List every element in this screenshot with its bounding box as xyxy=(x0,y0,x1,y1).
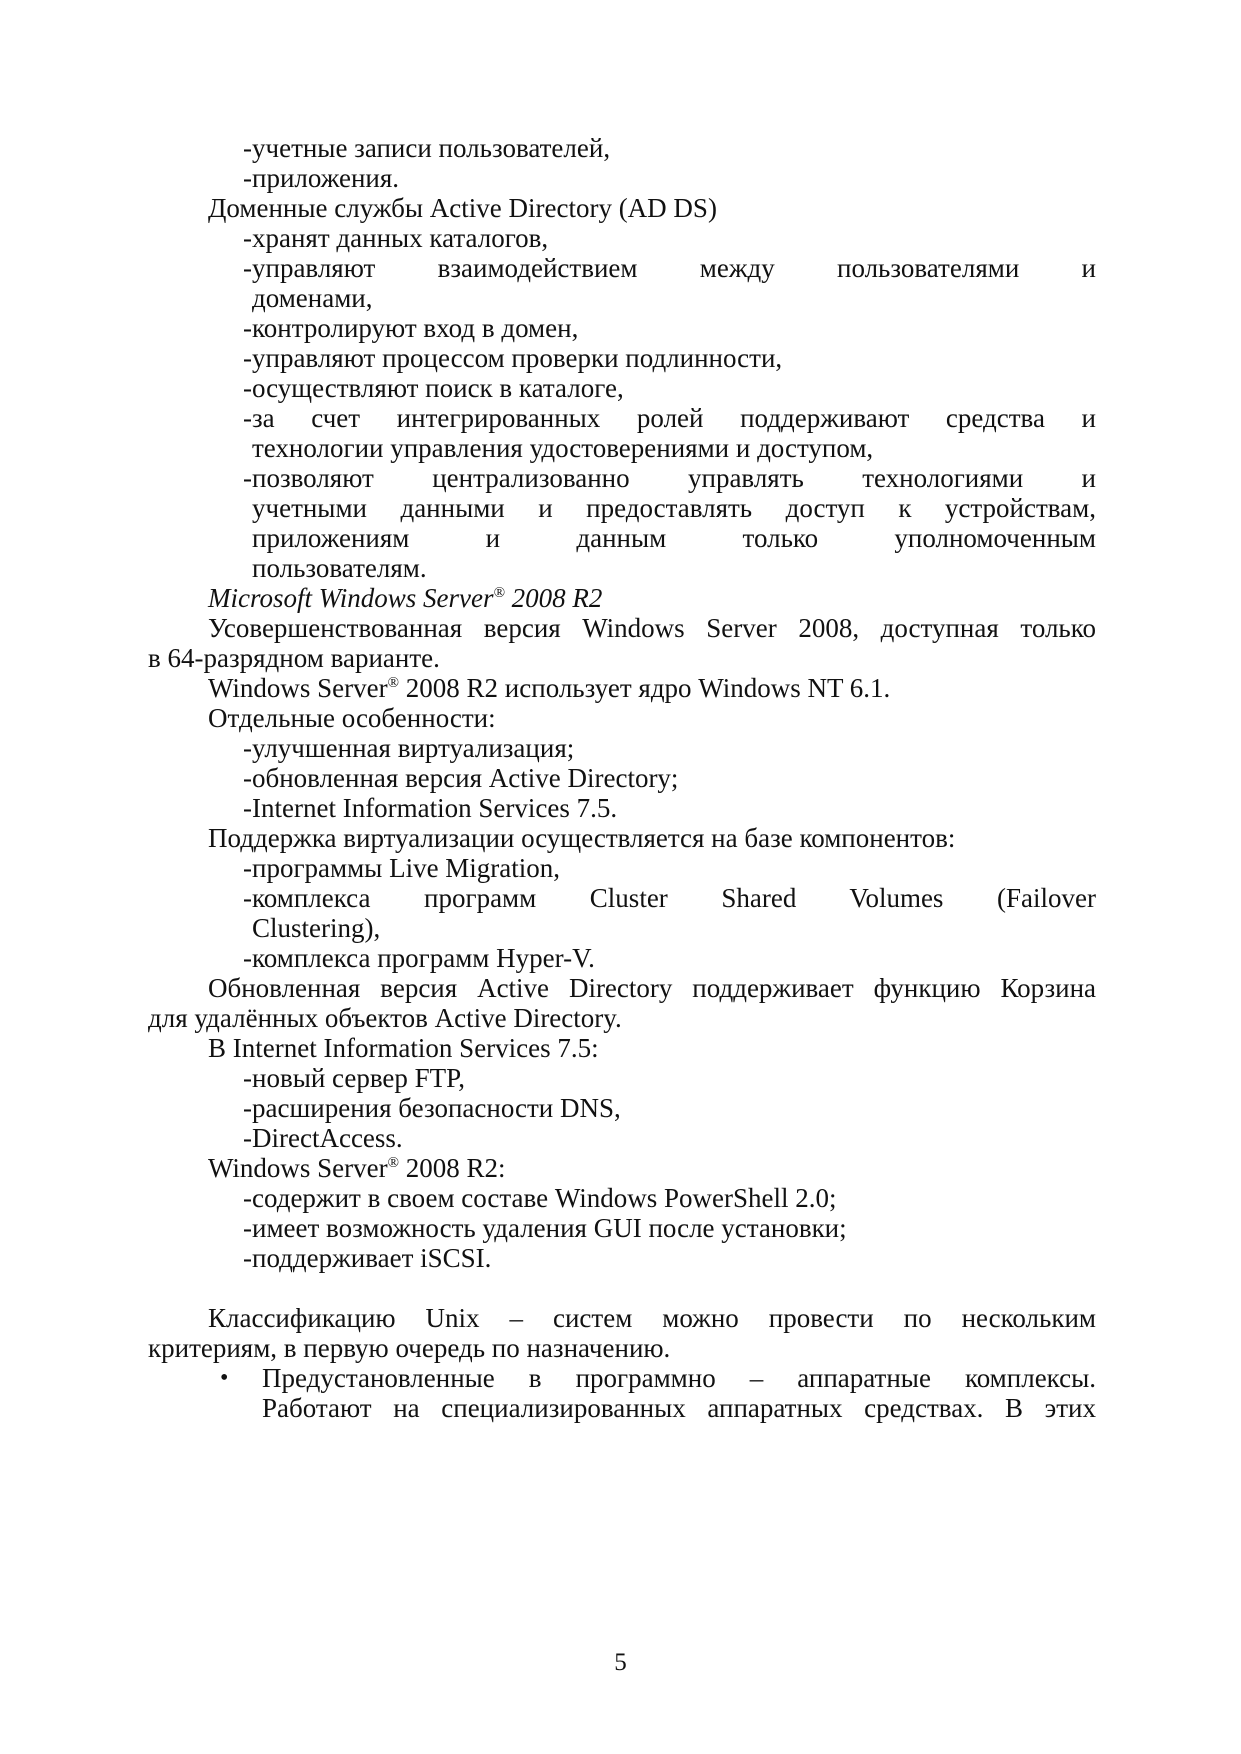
misc-heading xyxy=(208,1152,1096,1185)
list-item: поддерживает iSCSI. xyxy=(252,1243,492,1273)
list-item: улучшенная виртуализация; xyxy=(252,733,575,763)
paragraph-line: критериям, в первую очередь по назначению. xyxy=(148,1333,671,1363)
list-item: имеет возможность удаления GUI после установки; xyxy=(252,1213,847,1243)
list-marker: - xyxy=(243,853,252,883)
list-marker: - xyxy=(243,943,252,973)
list-item: контролируют вход в домен, xyxy=(252,313,579,343)
list-item: комплекса программ Hyper-V. xyxy=(252,943,595,973)
list-item: программы Live Migration, xyxy=(252,853,561,883)
list-marker: - xyxy=(243,763,252,793)
list-item: осуществляют поиск в каталоге, xyxy=(252,373,624,403)
misc-heading-name: Windows Server xyxy=(208,1153,388,1183)
list-marker: - xyxy=(243,463,252,493)
bullet-item-continuation: Работают на специализированных аппаратных средствах. В этих xyxy=(262,1393,1096,1423)
list-marker: - xyxy=(243,1093,252,1123)
list-marker: - xyxy=(243,883,252,913)
bullet-item: Предустановленные в программно – аппаратные комплексы. xyxy=(262,1363,1096,1393)
paragraph-line: Классификацию Unix – систем можно провести по нескольким xyxy=(208,1303,1096,1333)
adds-heading: Доменные службы Active Directory (AD DS) xyxy=(208,193,717,223)
paragraph-line: Усовершенствованная версия Windows Server 2008, доступная только xyxy=(208,613,1096,643)
list-item: DirectAccess. xyxy=(252,1123,403,1153)
list-marker: - xyxy=(243,373,252,403)
kernel-line-text: 2008 R2 использует ядро Windows NT 6.1. xyxy=(399,673,891,703)
list-item: приложения. xyxy=(252,163,400,193)
list-marker: - xyxy=(243,1183,252,1213)
registered-mark: ® xyxy=(387,1155,400,1171)
registered-mark: ® xyxy=(493,585,505,601)
list-marker: - xyxy=(243,403,252,433)
bullet-marker: • xyxy=(220,1365,229,1391)
paragraph-line: для удалённых объектов Active Directory. xyxy=(148,1003,622,1033)
list-item: комплекса программ Cluster Shared Volumes (Failover xyxy=(252,883,1096,913)
list-marker: - xyxy=(243,223,252,253)
list-item: управляют процессом проверки подлинности, xyxy=(252,343,783,373)
list-item: хранят данных каталогов, xyxy=(252,223,549,253)
list-marker: - xyxy=(243,1213,252,1243)
iis-heading: В Internet Information Services 7.5: xyxy=(208,1033,599,1063)
kernel-line xyxy=(208,672,1096,705)
list-item: за счет интегрированных ролей поддерживают средства и xyxy=(252,403,1096,433)
list-item: расширения безопасности DNS, xyxy=(252,1093,621,1123)
virtualization-heading: Поддержка виртуализации осуществляется на базе компонентов: xyxy=(208,823,956,853)
list-item-continuation: приложениям и данным только уполномоченным xyxy=(252,523,1096,553)
r2-section-heading xyxy=(208,582,1096,615)
features-heading: Отдельные особенности: xyxy=(208,703,496,733)
kernel-line-name: Windows Server xyxy=(208,673,388,703)
list-marker: - xyxy=(243,133,252,163)
list-marker: - xyxy=(243,1123,252,1153)
paragraph-line: в 64-разрядном варианте. xyxy=(148,643,440,673)
list-marker: - xyxy=(243,793,252,823)
registered-mark: ® xyxy=(387,675,400,691)
list-item: содержит в своем составе Windows PowerShell 2.0; xyxy=(252,1183,837,1213)
page-number: 5 xyxy=(614,1649,627,1676)
list-marker: - xyxy=(243,313,252,343)
list-marker: - xyxy=(243,733,252,763)
r2-heading-name: Microsoft Windows Server xyxy=(208,583,494,613)
list-item: управляют взаимодействием между пользователями и xyxy=(252,253,1096,283)
list-item: учетные записи пользователей, xyxy=(252,133,611,163)
list-marker: - xyxy=(243,1063,252,1093)
list-item-continuation: технологии управления удостоверениями и доступом, xyxy=(252,433,874,463)
list-item: обновленная версия Active Directory; xyxy=(252,763,679,793)
list-marker: - xyxy=(243,163,252,193)
misc-heading-version: 2008 R2: xyxy=(399,1153,506,1183)
list-item: позволяют централизованно управлять технологиями и xyxy=(252,463,1096,493)
list-item-continuation: Clustering), xyxy=(252,913,381,943)
list-item: новый сервер FTP, xyxy=(252,1063,465,1093)
r2-heading-version: 2008 R2 xyxy=(504,583,603,613)
list-marker: - xyxy=(243,1243,252,1273)
list-item-continuation: доменами, xyxy=(252,283,373,313)
list-item-continuation: пользователям. xyxy=(252,553,427,583)
list-marker: - xyxy=(243,253,252,283)
paragraph-line: Обновленная версия Active Directory поддерживает функцию Корзина xyxy=(208,973,1096,1003)
list-item-continuation: учетными данными и предоставлять доступ к устройствам, xyxy=(252,493,1096,523)
list-marker: - xyxy=(243,343,252,373)
list-item: Internet Information Services 7.5. xyxy=(252,793,618,823)
